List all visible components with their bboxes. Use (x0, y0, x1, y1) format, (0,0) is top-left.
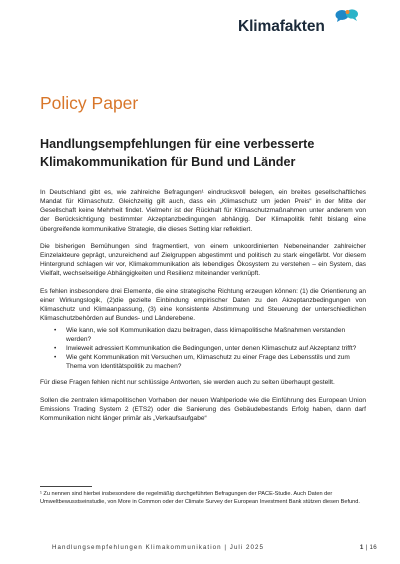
footnote-divider (40, 486, 92, 487)
document-type-label: Policy Paper (40, 93, 139, 113)
bullet-icon: • (54, 354, 57, 362)
paragraph: Die bisherigen Bemühungen sind fragmentiert, von einem unkoordinierten Nebeneinander zahlreicher Einzelakteure geprägt, unzureichend auf Zielgruppen abgestimmt und politisch zu stark eingefärbt. Vor diesem Hintergrund schlagen wir vor, Klimakommunikation als lebendiges Ökosystem zu verstehen – ein System, das Vielfalt, wechselseitige Abhängigkeiten und Resilienz miteinander verknüpft. (40, 242, 366, 278)
bullet-icon: • (54, 326, 57, 334)
document-title: Handlungsempfehlungen für eine verbesserte Klimakommunikation für Bund und Länder (40, 137, 315, 169)
list-item (40, 344, 366, 353)
page-total: 16 (369, 544, 377, 551)
list-item-text: Inwieweit adressiert Kommunikation die Bedingungen, unter denen Klimaschutz auf Akzeptanz trifft? (66, 344, 357, 352)
list-item-text: Wie kann, wie soll Kommunikation dazu beitragen, dass klimapolitische Maßnahmen verstanden werden? (66, 326, 346, 343)
bullet-icon: • (54, 344, 57, 352)
question-list (40, 326, 366, 372)
list-item-text: Wie geht Kommunikation mit Versuchen um, Klimaschutz zu einer Frage des Lebensstils und zum Thema von Identitätspolitik zu machen? (66, 354, 350, 371)
page-current: 1 (359, 544, 364, 551)
footnote: ¹ Zu nennen sind hierbei insbesondere die regelmäßig durchgeführten Befragungen der PACE-Studie. Auch Daten der Umweltbewusstseinstudie, von More in Common oder der Climate Survey der European Investment Bank stützen diesen Befund. (40, 491, 360, 506)
page-number (360, 544, 377, 551)
list-item (40, 353, 366, 371)
paragraph: Für diese Fragen fehlen nicht nur schlüssige Antworten, sie werden auch zu selten überhaupt gestellt. (40, 379, 335, 387)
page-separator: | (363, 544, 370, 551)
body-text (40, 188, 366, 431)
paragraph: Es fehlen insbesondere drei Elemente, die eine strategische Richtung erzeugen können: (1) die Orientierung an einer Wirkungslogik, (2)die gezielte Einbindung empirischer Daten zu den Akzeptanzbedingungen von Klimaschutz und Klimaanpassung, (3) eine konsistente Abstimmung und Steuerung der unterschiedlichen Klimaschutzbehörden auf Bundes- und Länderebene. (40, 287, 366, 323)
page-footer (52, 544, 377, 551)
list-item (40, 326, 366, 344)
klimafakten-logo[interactable] (238, 8, 368, 38)
footer-text: Handlungsempfehlungen Klimakommunikation | Juli 2025 (52, 544, 265, 551)
paragraph: Sollen die zentralen klimapolitischen Vorhaben der neuen Wahlperiode wie die Einführung des European Union Emissions Trading System 2 (ETS2) oder die Sanierung des Gebäudebestands Erfolg haben, dann darf Kommunikation nicht länger primär als „Verkaufsaufgabe“ (40, 396, 366, 423)
logo-text: Klimafakten (238, 18, 325, 35)
speech-bubbles-icon (334, 8, 360, 24)
paragraph: In Deutschland gibt es, wie zahlreiche Befragungen¹ eindrucksvoll belegen, ein breites gesellschaftliches Mandat für Klimaschutz. Gleichzeitig gilt auch, dass ein „Klimaschutz um jeden Preis“ in der Mitte der Gesellschaft keine Mehrheit findet. Vielmehr ist der Rückhalt für Klimaschutzmaßnahmen unter anderem von der Berücksichtigung bestimmter Akzeptanzbedingungen abhängig. Der Klimapolitik fehlt bislang eine übergreifende kommunikative Strategie, die dieses Setting klar reflektiert. (40, 189, 366, 233)
